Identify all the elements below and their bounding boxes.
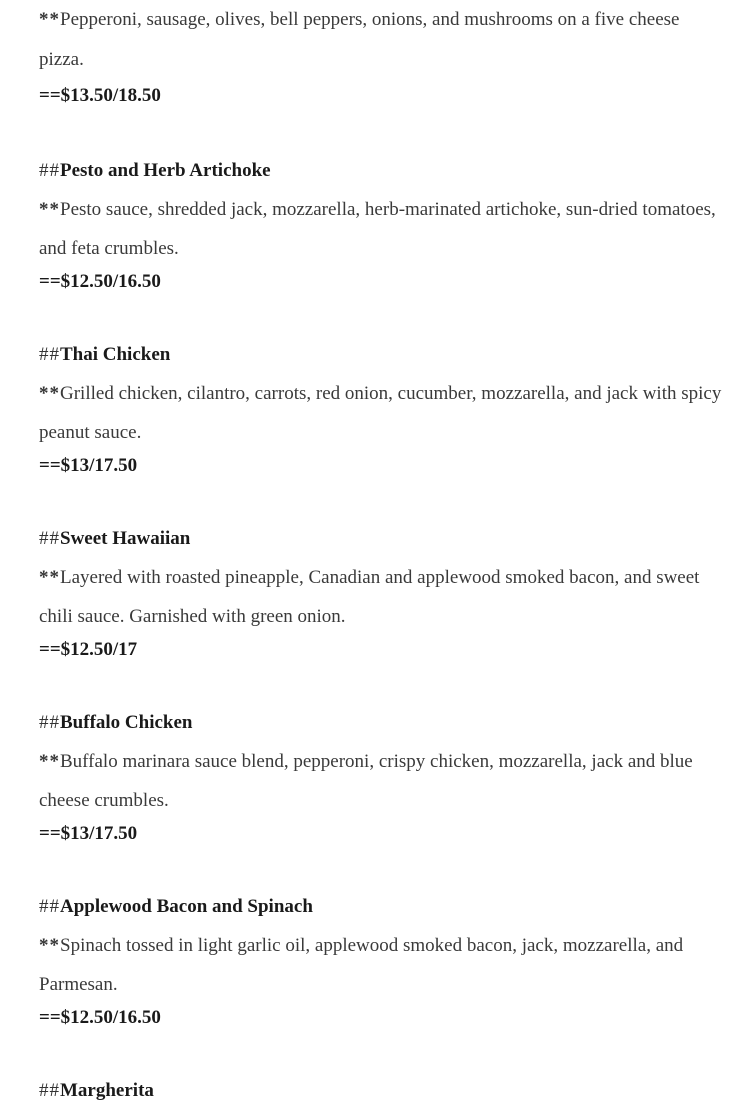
item-price: ==$13/17.50 xyxy=(39,823,138,844)
item-description xyxy=(39,558,729,636)
item-price: ==$12.50/17 xyxy=(39,639,138,660)
item-name: Sweet Hawaiian xyxy=(60,528,191,549)
item-description-text: Grilled chicken, cilantro, carrots, red onion, cucumber, mozzarella, and jack with spicy peanut sauce. xyxy=(39,383,722,443)
item-description-text: Buffalo marinara sauce blend, pepperoni, crispy chicken, mozzarella, jack and blue cheese crumbles. xyxy=(39,751,693,811)
item-title xyxy=(39,710,729,736)
title-marker: ## xyxy=(39,528,60,549)
description-marker: ** xyxy=(39,751,60,772)
item-title xyxy=(39,526,729,552)
item-price: ==$12.50/16.50 xyxy=(39,271,161,292)
menu-item xyxy=(39,894,729,1032)
item-title xyxy=(39,158,729,184)
menu-item xyxy=(39,526,729,664)
item-price: ==$13.50/18.50 xyxy=(39,85,161,106)
item-description xyxy=(39,190,729,268)
description-marker: ** xyxy=(39,383,60,404)
description-marker: ** xyxy=(39,9,60,30)
item-description xyxy=(39,926,729,1004)
title-marker: ## xyxy=(39,712,60,733)
item-name: Buffalo Chicken xyxy=(60,712,193,733)
menu-item xyxy=(39,1078,729,1110)
item-name: Applewood Bacon and Spinach xyxy=(60,896,313,917)
item-name: Pesto and Herb Artichoke xyxy=(60,160,271,181)
description-marker: ** xyxy=(39,199,60,220)
menu-item xyxy=(39,4,729,110)
menu-item xyxy=(39,158,729,296)
item-description-text: Spinach tossed in light garlic oil, applewood smoked bacon, jack, mozzarella, and Parmesan. xyxy=(39,935,684,995)
description-marker: ** xyxy=(39,935,60,956)
title-marker: ## xyxy=(39,1080,60,1101)
item-title xyxy=(39,342,729,368)
title-marker: ## xyxy=(39,896,60,917)
item-price: ==$13/17.50 xyxy=(39,455,138,476)
item-description xyxy=(39,374,729,452)
item-name: Margherita xyxy=(60,1080,154,1101)
item-description-text: Pepperoni, sausage, olives, bell peppers, onions, and mushrooms on a five cheese pizza. xyxy=(39,9,680,70)
menu-item xyxy=(39,342,729,480)
item-price: ==$12.50/16.50 xyxy=(39,1007,161,1028)
item-description-text: Layered with roasted pineapple, Canadian and applewood smoked bacon, and sweet chili sauce. Garnished with green onion. xyxy=(39,567,700,627)
item-description xyxy=(39,0,729,80)
item-description-text: Pesto sauce, shredded jack, mozzarella, herb-marinated artichoke, sun-dried tomatoes, and feta crumbles. xyxy=(39,199,716,259)
item-title xyxy=(39,1078,729,1104)
item-title xyxy=(39,894,729,920)
item-description xyxy=(39,742,729,820)
item-name: Thai Chicken xyxy=(60,344,171,365)
description-marker: ** xyxy=(39,567,60,588)
menu-item xyxy=(39,710,729,848)
title-marker: ## xyxy=(39,344,60,365)
title-marker: ## xyxy=(39,160,60,181)
